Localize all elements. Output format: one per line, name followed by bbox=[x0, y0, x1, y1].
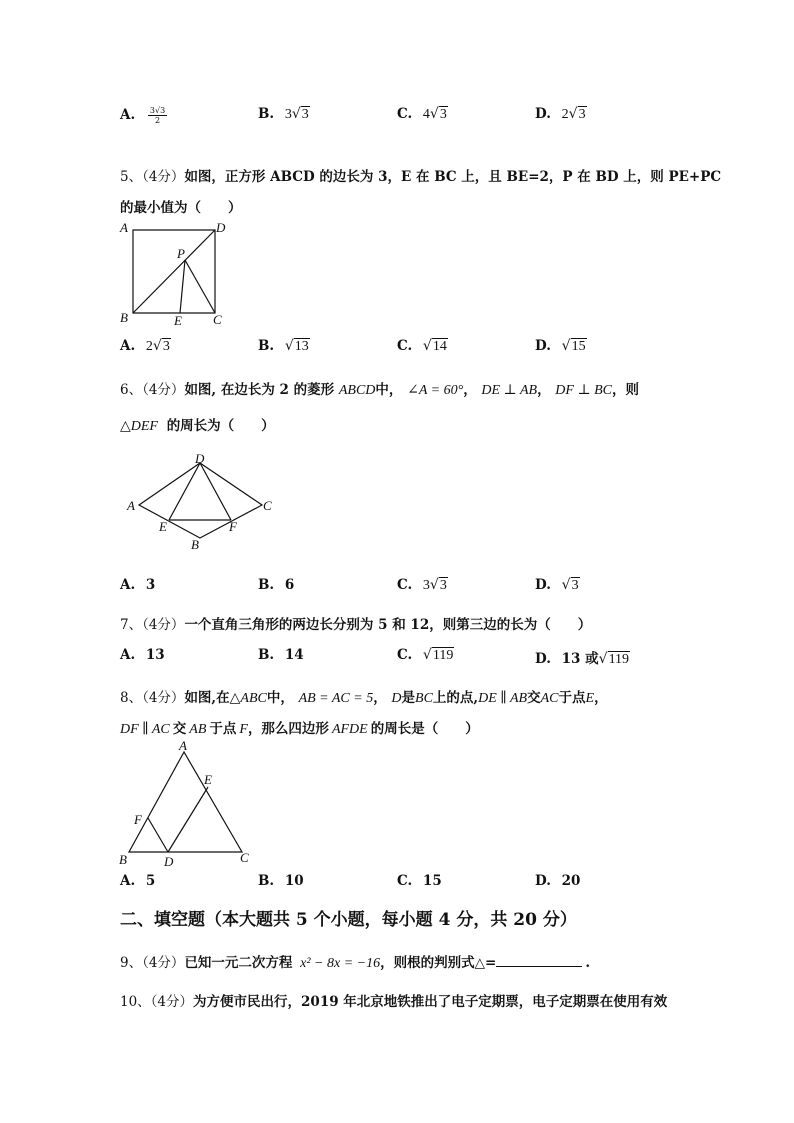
q6-label-c: C bbox=[263, 498, 272, 513]
q5-option-d: D. √15 bbox=[535, 338, 586, 354]
section-heading-fill-in: 二、填空题（本大题共 5 个小题，每小题 4 分，共 20 分） bbox=[120, 910, 577, 930]
q9-answer-blank[interactable] bbox=[496, 954, 582, 967]
q6-label-d: D bbox=[195, 451, 205, 466]
q8-stem-line2: DF ∥ AC 交 AB 于点 F，那么四边形 AFDE 的周长是（ ） bbox=[120, 721, 479, 737]
q5-stem-line2: 的最小值为（ ） bbox=[120, 200, 242, 216]
q4-option-d: D. 2√3 bbox=[535, 106, 586, 122]
q5-option-a: A. 2√3 bbox=[120, 338, 170, 354]
q6-segment-de bbox=[169, 463, 200, 520]
q4-option-c: C. 4√3 bbox=[397, 106, 447, 122]
q7-option-c: C. √119 bbox=[397, 647, 454, 663]
q8-label-e: E bbox=[204, 772, 212, 787]
q5-label-a: A bbox=[120, 220, 128, 235]
q7-option-b: B. 14 bbox=[258, 647, 304, 663]
q5-option-c: C. √14 bbox=[397, 338, 447, 354]
q6-stem-line2: △DEF 的周长为（ ） bbox=[120, 418, 275, 434]
q6-rhombus-figure bbox=[120, 448, 290, 558]
q4-option-b: B. 3√3 bbox=[258, 106, 309, 122]
q6-label-a: A bbox=[127, 498, 135, 513]
q8-segment-fd bbox=[148, 818, 168, 852]
q6-option-a: A. 3 bbox=[120, 577, 156, 593]
q8-label-b: B bbox=[119, 852, 127, 867]
q5-label-d: D bbox=[216, 220, 226, 235]
q6-rhombus-abcd bbox=[139, 463, 262, 538]
q6-stem-line1: 6、（4分）如图, 在边长为 2 的菱形 ABCD中， ∠A = 60°， DE ⊥ AB， DF ⊥ BC，则 bbox=[120, 382, 639, 398]
q4-option-a-fraction: $\frac{3√3}{2}$ bbox=[149, 106, 166, 125]
q8-option-d: D. 20 bbox=[535, 873, 581, 889]
q5-label-e: E bbox=[174, 313, 182, 328]
q8-segment-de bbox=[168, 787, 208, 852]
q6-option-d: D. √3 bbox=[535, 577, 579, 593]
q8-label-f: F bbox=[134, 812, 142, 827]
q8-option-c: C. 15 bbox=[397, 873, 442, 889]
q8-triangle-figure bbox=[115, 738, 265, 868]
q7-option-a: A. 13 bbox=[120, 647, 165, 663]
q6-option-c: C. 3√3 bbox=[397, 577, 447, 593]
q5-label-b: B bbox=[120, 310, 128, 325]
q5-diagonal-bd bbox=[133, 230, 215, 313]
q9-stem: 9、（4分）已知一元二次方程 x² − 8x = −16，则根的判别式△= . bbox=[120, 955, 591, 971]
q5-label-c: C bbox=[213, 312, 222, 327]
q6-label-e: E bbox=[159, 519, 167, 534]
q7-option-d: D. 13 或√119 bbox=[535, 651, 630, 667]
q8-label-d: D bbox=[164, 854, 174, 868]
q5-segment-pc bbox=[185, 260, 215, 313]
q6-label-f: F bbox=[229, 519, 237, 534]
q8-option-b: B. 10 bbox=[258, 873, 304, 889]
q6-label-b: B bbox=[191, 537, 199, 552]
q5-option-b: B. √13 bbox=[258, 338, 309, 354]
q5-label-p: P bbox=[177, 246, 185, 261]
q7-stem: 7、（4分）一个直角三角形的两边长分别为 5 和 12，则第三边的长为（ ） bbox=[120, 617, 592, 633]
q8-option-a: A. 5 bbox=[120, 873, 156, 889]
q8-label-c: C bbox=[240, 850, 249, 865]
q10-stem: 10、（4分）为方便市民出行，2019 年北京地铁推出了电子定期票，电子定期票在使用有效 bbox=[120, 994, 668, 1010]
q4-option-a: A. $\frac{3√3}{2}$ bbox=[120, 106, 166, 125]
q5-segment-pe bbox=[180, 260, 185, 313]
q6-option-b: B. 6 bbox=[258, 577, 295, 593]
q5-square-figure bbox=[110, 218, 240, 330]
q5-stem-line1: 5、（4分）如图，正方形 ABCD 的边长为 3，E 在 BC 上，且 BE=2，P 在 BD 上，则 PE+PC bbox=[120, 169, 722, 185]
q8-label-a: A bbox=[179, 738, 187, 753]
q6-segment-df bbox=[200, 463, 231, 520]
q8-stem-line1: 8、（4分）如图,在△ABC中， AB = AC = 5， D是BC上的点,DE ∥ AB交AC于点E， bbox=[120, 690, 608, 706]
q8-triangle-abc bbox=[129, 752, 242, 852]
